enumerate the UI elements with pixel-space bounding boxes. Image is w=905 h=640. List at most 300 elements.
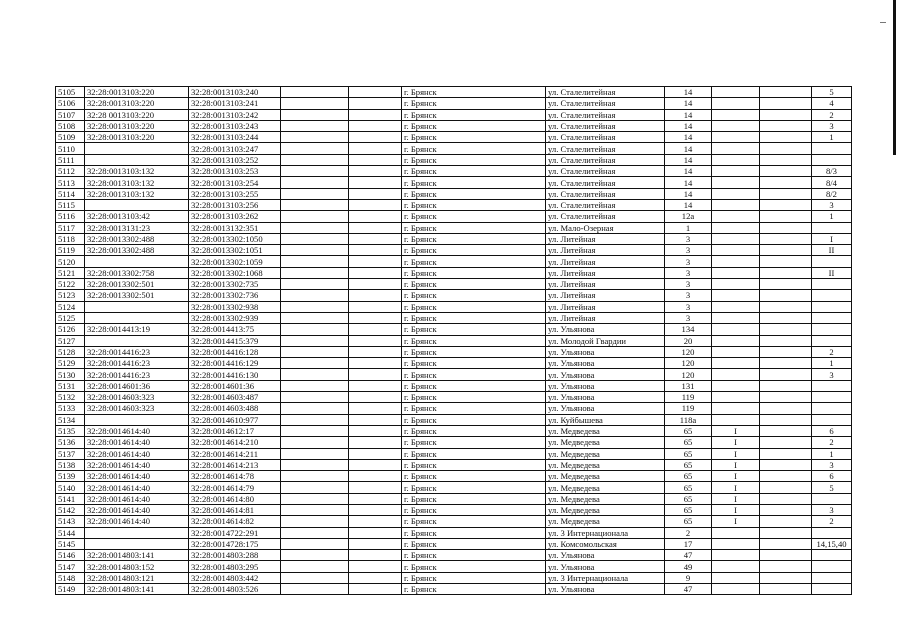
blank-cell xyxy=(349,166,402,177)
parent-cadastral-cell: 32:28:0014614:40 xyxy=(85,493,189,504)
blank-cell xyxy=(760,448,812,459)
record-number-cell: 5143 xyxy=(56,516,85,527)
table-row xyxy=(56,290,852,301)
record-number-cell: 5116 xyxy=(56,211,85,222)
apartment-cell xyxy=(812,380,852,391)
table-row xyxy=(56,572,852,583)
street-cell: ул. Медведева xyxy=(546,516,665,527)
building-cell xyxy=(712,392,760,403)
blank-cell xyxy=(281,392,349,403)
apartment-cell xyxy=(812,290,852,301)
apartment-cell: 1 xyxy=(812,358,852,369)
house-number-cell: 3 xyxy=(665,256,712,267)
blank-cell xyxy=(281,550,349,561)
record-number-cell: 5119 xyxy=(56,245,85,256)
blank-cell xyxy=(760,324,812,335)
cadastral-number-cell: 32:28:0014603:488 xyxy=(189,403,281,414)
parent-cadastral-cell: 32:28:0014614:40 xyxy=(85,448,189,459)
street-cell: ул. Сталелитейная xyxy=(546,211,665,222)
parent-cadastral-cell xyxy=(85,256,189,267)
house-number-cell: 14 xyxy=(665,199,712,210)
city-cell: г. Брянск xyxy=(402,312,546,323)
city-cell: г. Брянск xyxy=(402,516,546,527)
table-row xyxy=(56,222,852,233)
city-cell: г. Брянск xyxy=(402,279,546,290)
blank-cell xyxy=(760,211,812,222)
house-number-cell: 120 xyxy=(665,369,712,380)
blank-cell xyxy=(281,482,349,493)
blank-cell xyxy=(281,267,349,278)
house-number-cell: 120 xyxy=(665,346,712,357)
street-cell: ул. Ульянова xyxy=(546,324,665,335)
blank-cell xyxy=(349,132,402,143)
record-number-cell: 5133 xyxy=(56,403,85,414)
blank-cell xyxy=(281,222,349,233)
house-number-cell: 3 xyxy=(665,267,712,278)
house-number-cell: 20 xyxy=(665,335,712,346)
parent-cadastral-cell: 32:28:0014416:23 xyxy=(85,358,189,369)
house-number-cell: 120 xyxy=(665,358,712,369)
apartment-cell xyxy=(812,561,852,572)
blank-cell xyxy=(281,290,349,301)
blank-cell xyxy=(349,120,402,131)
blank-cell xyxy=(349,188,402,199)
parent-cadastral-cell xyxy=(85,538,189,549)
blank-cell xyxy=(281,177,349,188)
record-number-cell: 5109 xyxy=(56,132,85,143)
table-row xyxy=(56,584,852,595)
table-row xyxy=(56,98,852,109)
blank-cell xyxy=(760,471,812,482)
record-number-cell: 5132 xyxy=(56,392,85,403)
table-row xyxy=(56,425,852,436)
apartment-cell: 2 xyxy=(812,437,852,448)
city-cell: г. Брянск xyxy=(402,482,546,493)
table-row xyxy=(56,188,852,199)
building-cell xyxy=(712,267,760,278)
blank-cell xyxy=(760,143,812,154)
blank-cell xyxy=(760,279,812,290)
street-cell: ул. Комсомольская xyxy=(546,538,665,549)
house-number-cell: 2 xyxy=(665,527,712,538)
cadastral-number-cell: 32:28:0013103:256 xyxy=(189,199,281,210)
city-cell: г. Брянск xyxy=(402,493,546,504)
record-number-cell: 5122 xyxy=(56,279,85,290)
table-row xyxy=(56,550,852,561)
city-cell: г. Брянск xyxy=(402,188,546,199)
blank-cell xyxy=(281,471,349,482)
building-cell xyxy=(712,211,760,222)
cadastral-number-cell: 32:28:0014612:17 xyxy=(189,425,281,436)
blank-cell xyxy=(760,414,812,425)
street-cell: ул. Литейная xyxy=(546,290,665,301)
record-number-cell: 5108 xyxy=(56,120,85,131)
table-row xyxy=(56,245,852,256)
parent-cadastral-cell: 32:28:0013103:132 xyxy=(85,177,189,188)
parent-cadastral-cell xyxy=(85,527,189,538)
city-cell: г. Брянск xyxy=(402,448,546,459)
building-cell xyxy=(712,98,760,109)
street-cell: ул. 3 Интернационала xyxy=(546,527,665,538)
apartment-cell: 6 xyxy=(812,425,852,436)
table-row xyxy=(56,177,852,188)
blank-cell xyxy=(281,459,349,470)
cadastral-number-cell: 32:28:0014614:79 xyxy=(189,482,281,493)
building-cell xyxy=(712,584,760,595)
building-cell: I xyxy=(712,482,760,493)
parent-cadastral-cell: 32:28:0013103:42 xyxy=(85,211,189,222)
record-number-cell: 5105 xyxy=(56,87,85,98)
record-number-cell: 5139 xyxy=(56,471,85,482)
table-row xyxy=(56,87,852,98)
building-cell: I xyxy=(712,471,760,482)
blank-cell xyxy=(281,312,349,323)
street-cell: ул. Сталелитейная xyxy=(546,154,665,165)
parent-cadastral-cell: 32:28:0014803:121 xyxy=(85,572,189,583)
cadastral-number-cell: 32:28:0014728:175 xyxy=(189,538,281,549)
cadastral-number-cell: 32:28:0014803:442 xyxy=(189,572,281,583)
blank-cell xyxy=(281,504,349,515)
city-cell: г. Брянск xyxy=(402,301,546,312)
street-cell: ул. Медведева xyxy=(546,448,665,459)
record-number-cell: 5126 xyxy=(56,324,85,335)
parent-cadastral-cell: 32:28:0014416:23 xyxy=(85,369,189,380)
apartment-cell: 1 xyxy=(812,132,852,143)
building-cell xyxy=(712,188,760,199)
blank-cell xyxy=(281,358,349,369)
blank-cell xyxy=(760,561,812,572)
blank-cell xyxy=(760,166,812,177)
table-row xyxy=(56,199,852,210)
blank-cell xyxy=(349,527,402,538)
blank-cell xyxy=(349,245,402,256)
blank-cell xyxy=(349,233,402,244)
blank-cell xyxy=(760,459,812,470)
cadastral-number-cell: 32:28:0013103:241 xyxy=(189,98,281,109)
blank-cell xyxy=(281,403,349,414)
apartment-cell xyxy=(812,256,852,267)
house-number-cell: 3 xyxy=(665,301,712,312)
parent-cadastral-cell: 32:28:0014803:141 xyxy=(85,550,189,561)
city-cell: г. Брянск xyxy=(402,222,546,233)
record-number-cell: 5137 xyxy=(56,448,85,459)
record-number-cell: 5107 xyxy=(56,109,85,120)
city-cell: г. Брянск xyxy=(402,504,546,515)
blank-cell xyxy=(349,482,402,493)
street-cell: ул. Сталелитейная xyxy=(546,177,665,188)
blank-cell xyxy=(760,516,812,527)
record-number-cell: 5114 xyxy=(56,188,85,199)
record-number-cell: 5136 xyxy=(56,437,85,448)
street-cell: ул. Литейная xyxy=(546,245,665,256)
record-number-cell: 5138 xyxy=(56,459,85,470)
parent-cadastral-cell: 32:28:0013103:220 xyxy=(85,87,189,98)
house-number-cell: 65 xyxy=(665,493,712,504)
blank-cell xyxy=(760,98,812,109)
table-row xyxy=(56,267,852,278)
blank-cell xyxy=(760,301,812,312)
cadastral-number-cell: 32:28:0014803:295 xyxy=(189,561,281,572)
city-cell: г. Брянск xyxy=(402,459,546,470)
house-number-cell: 14 xyxy=(665,132,712,143)
city-cell: г. Брянск xyxy=(402,346,546,357)
street-cell: ул. Медведева xyxy=(546,425,665,436)
city-cell: г. Брянск xyxy=(402,380,546,391)
blank-cell xyxy=(760,572,812,583)
street-cell: ул. Литейная xyxy=(546,267,665,278)
city-cell: г. Брянск xyxy=(402,98,546,109)
blank-cell xyxy=(281,561,349,572)
parent-cadastral-cell: 32:28:0014413:19 xyxy=(85,324,189,335)
street-cell: ул. Молодой Гвардии xyxy=(546,335,665,346)
city-cell: г. Брянск xyxy=(402,199,546,210)
building-cell xyxy=(712,233,760,244)
building-cell: I xyxy=(712,504,760,515)
street-cell: ул. Ульянова xyxy=(546,403,665,414)
record-number-cell: 5149 xyxy=(56,584,85,595)
blank-cell xyxy=(760,392,812,403)
record-number-cell: 5134 xyxy=(56,414,85,425)
parent-cadastral-cell: 32:28:0014603:323 xyxy=(85,403,189,414)
city-cell: г. Брянск xyxy=(402,154,546,165)
record-number-cell: 5129 xyxy=(56,358,85,369)
parent-cadastral-cell xyxy=(85,143,189,154)
cadastral-number-cell: 32:28:0014415:379 xyxy=(189,335,281,346)
parent-cadastral-cell: 32:28:0014614:40 xyxy=(85,504,189,515)
building-cell xyxy=(712,346,760,357)
street-cell: ул. Сталелитейная xyxy=(546,132,665,143)
table-row xyxy=(56,437,852,448)
table-row xyxy=(56,516,852,527)
cadastral-number-cell: 32:28:0013103:255 xyxy=(189,188,281,199)
blank-cell xyxy=(349,109,402,120)
city-cell: г. Брянск xyxy=(402,267,546,278)
apartment-cell xyxy=(812,493,852,504)
cadastral-number-cell: 32:28:0014614:210 xyxy=(189,437,281,448)
table-row xyxy=(56,358,852,369)
cadastral-number-cell: 32:28:0013302:1050 xyxy=(189,233,281,244)
apartment-cell: 3 xyxy=(812,459,852,470)
table-row xyxy=(56,132,852,143)
blank-cell xyxy=(349,437,402,448)
city-cell: г. Брянск xyxy=(402,87,546,98)
cadastral-number-cell: 32:28:0014803:526 xyxy=(189,584,281,595)
blank-cell xyxy=(281,120,349,131)
blank-cell xyxy=(281,572,349,583)
cadastral-number-cell: 32:28:0013103:240 xyxy=(189,87,281,98)
record-number-cell: 5118 xyxy=(56,233,85,244)
table-row xyxy=(56,403,852,414)
blank-cell xyxy=(760,493,812,504)
city-cell: г. Брянск xyxy=(402,538,546,549)
record-number-cell: 5113 xyxy=(56,177,85,188)
street-cell: ул. Ульянова xyxy=(546,550,665,561)
blank-cell xyxy=(760,132,812,143)
table-row xyxy=(56,471,852,482)
cadastral-number-cell: 32:28:0013302:939 xyxy=(189,312,281,323)
parent-cadastral-cell: 32:28:0013302:758 xyxy=(85,267,189,278)
record-number-cell: 5124 xyxy=(56,301,85,312)
blank-cell xyxy=(349,267,402,278)
cadastral-number-cell: 32:28:0013103:252 xyxy=(189,154,281,165)
house-number-cell: 65 xyxy=(665,437,712,448)
cadastral-number-cell: 32:28:0014614:81 xyxy=(189,504,281,515)
city-cell: г. Брянск xyxy=(402,369,546,380)
parent-cadastral-cell xyxy=(85,335,189,346)
building-cell xyxy=(712,414,760,425)
cadastral-number-cell: 32:28:0013302:938 xyxy=(189,301,281,312)
record-number-cell: 5141 xyxy=(56,493,85,504)
table-row xyxy=(56,527,852,538)
blank-cell xyxy=(349,335,402,346)
building-cell xyxy=(712,561,760,572)
blank-cell xyxy=(349,493,402,504)
blank-cell xyxy=(349,324,402,335)
blank-cell xyxy=(281,369,349,380)
cadastral-number-cell: 32:28:0013302:735 xyxy=(189,279,281,290)
house-number-cell: 9 xyxy=(665,572,712,583)
building-cell xyxy=(712,312,760,323)
table-row xyxy=(56,448,852,459)
house-number-cell: 118а xyxy=(665,414,712,425)
blank-cell xyxy=(349,414,402,425)
apartment-cell xyxy=(812,301,852,312)
parent-cadastral-cell: 32:28:0014614:40 xyxy=(85,459,189,470)
parent-cadastral-cell: 32:28:0013302:501 xyxy=(85,290,189,301)
blank-cell xyxy=(760,267,812,278)
building-cell xyxy=(712,550,760,561)
blank-cell xyxy=(349,561,402,572)
blank-cell xyxy=(281,143,349,154)
blank-cell xyxy=(760,335,812,346)
apartment-cell: 1 xyxy=(812,211,852,222)
table-row xyxy=(56,414,852,425)
cadastral-number-cell: 32:28:0014614:80 xyxy=(189,493,281,504)
apartment-cell: 3 xyxy=(812,369,852,380)
blank-cell xyxy=(760,369,812,380)
blank-cell xyxy=(349,584,402,595)
street-cell: ул. Медведева xyxy=(546,459,665,470)
house-number-cell: 14 xyxy=(665,87,712,98)
apartment-cell xyxy=(812,392,852,403)
house-number-cell: 119 xyxy=(665,403,712,414)
street-cell: ул. Ульянова xyxy=(546,584,665,595)
blank-cell xyxy=(281,584,349,595)
blank-cell xyxy=(760,538,812,549)
blank-cell xyxy=(349,459,402,470)
cadastral-number-cell: 32:28:0013302:1068 xyxy=(189,267,281,278)
apartment-cell: 5 xyxy=(812,482,852,493)
apartment-cell xyxy=(812,550,852,561)
register-table xyxy=(55,86,852,595)
blank-cell xyxy=(281,279,349,290)
building-cell xyxy=(712,403,760,414)
blank-cell xyxy=(281,256,349,267)
table-row xyxy=(56,346,852,357)
building-cell xyxy=(712,369,760,380)
building-cell xyxy=(712,572,760,583)
blank-cell xyxy=(760,199,812,210)
apartment-cell: 3 xyxy=(812,199,852,210)
building-cell xyxy=(712,199,760,210)
apartment-cell: 8/4 xyxy=(812,177,852,188)
street-cell: ул. Медведева xyxy=(546,471,665,482)
building-cell: I xyxy=(712,459,760,470)
table-row xyxy=(56,561,852,572)
street-cell: ул. Сталелитейная xyxy=(546,98,665,109)
record-number-cell: 5125 xyxy=(56,312,85,323)
city-cell: г. Брянск xyxy=(402,572,546,583)
record-number-cell: 5130 xyxy=(56,369,85,380)
table-row xyxy=(56,369,852,380)
house-number-cell: 65 xyxy=(665,448,712,459)
table-row xyxy=(56,233,852,244)
scan-edge-bar xyxy=(893,0,896,155)
house-number-cell: 14 xyxy=(665,120,712,131)
city-cell: г. Брянск xyxy=(402,550,546,561)
table-row xyxy=(56,109,852,120)
blank-cell xyxy=(281,132,349,143)
house-number-cell: 65 xyxy=(665,516,712,527)
apartment-cell xyxy=(812,222,852,233)
cadastral-number-cell: 32:28:0013103:254 xyxy=(189,177,281,188)
table-row xyxy=(56,211,852,222)
parent-cadastral-cell: 32:28:0014614:40 xyxy=(85,425,189,436)
city-cell: г. Брянск xyxy=(402,132,546,143)
parent-cadastral-cell: 32:28:0013302:488 xyxy=(85,233,189,244)
city-cell: г. Брянск xyxy=(402,425,546,436)
house-number-cell: 14 xyxy=(665,154,712,165)
street-cell: ул. Медведева xyxy=(546,437,665,448)
parent-cadastral-cell xyxy=(85,312,189,323)
cadastral-number-cell: 32:28:0013302:1059 xyxy=(189,256,281,267)
apartment-cell: II xyxy=(812,245,852,256)
blank-cell xyxy=(760,154,812,165)
parent-cadastral-cell: 32:28:0013131:23 xyxy=(85,222,189,233)
record-number-cell: 5146 xyxy=(56,550,85,561)
building-cell xyxy=(712,301,760,312)
table-row xyxy=(56,120,852,131)
apartment-cell xyxy=(812,572,852,583)
apartment-cell: 2 xyxy=(812,109,852,120)
city-cell: г. Брянск xyxy=(402,109,546,120)
blank-cell xyxy=(760,358,812,369)
parent-cadastral-cell xyxy=(85,414,189,425)
city-cell: г. Брянск xyxy=(402,561,546,572)
apartment-cell xyxy=(812,584,852,595)
city-cell: г. Брянск xyxy=(402,245,546,256)
house-number-cell: 14 xyxy=(665,166,712,177)
street-cell: ул. Сталелитейная xyxy=(546,199,665,210)
table-row xyxy=(56,143,852,154)
apartment-cell: 6 xyxy=(812,471,852,482)
house-number-cell: 131 xyxy=(665,380,712,391)
parent-cadastral-cell: 32:28:0014601:36 xyxy=(85,380,189,391)
city-cell: г. Брянск xyxy=(402,437,546,448)
city-cell: г. Брянск xyxy=(402,233,546,244)
cadastral-number-cell: 32:28:0014603:487 xyxy=(189,392,281,403)
parent-cadastral-cell xyxy=(85,301,189,312)
city-cell: г. Брянск xyxy=(402,335,546,346)
building-cell xyxy=(712,279,760,290)
house-number-cell: 134 xyxy=(665,324,712,335)
table-row xyxy=(56,279,852,290)
scan-mark xyxy=(880,22,886,23)
city-cell: г. Брянск xyxy=(402,324,546,335)
city-cell: г. Брянск xyxy=(402,403,546,414)
blank-cell xyxy=(760,290,812,301)
register-table-body xyxy=(56,87,852,595)
